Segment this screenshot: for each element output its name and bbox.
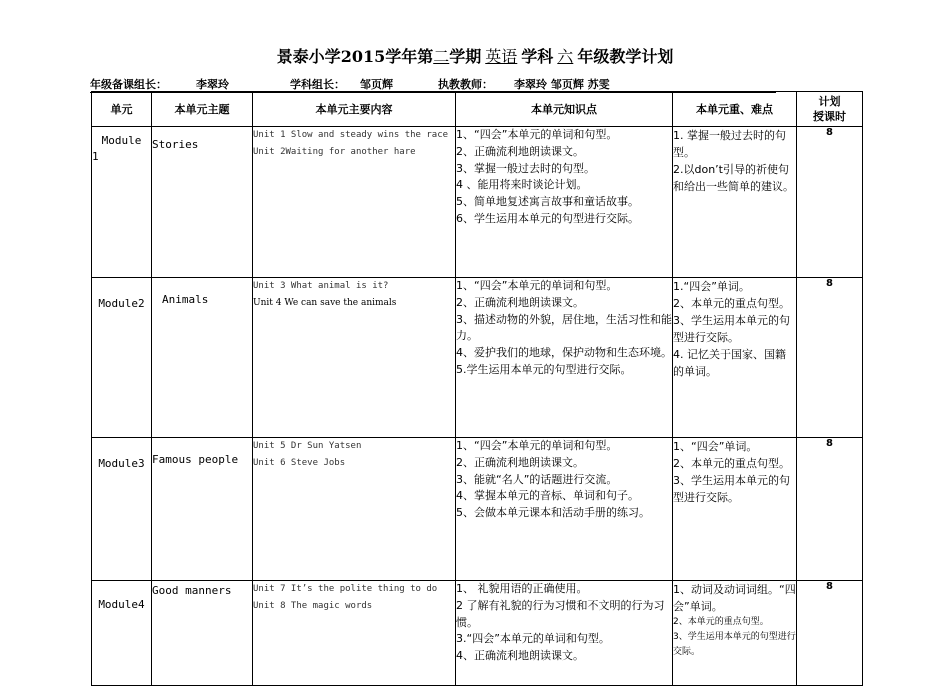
title-term-text: 学期 (449, 47, 482, 66)
content-line: Unit 5 Dr Sun Yatsen (253, 441, 362, 451)
theme-cell: Stories (152, 127, 253, 278)
knowledge-line: 2 了解有礼貌的行为习惯和不文明的行为习惯。 (456, 598, 665, 629)
plan-table (91, 91, 863, 686)
teachers-label: 执教教师： (438, 78, 493, 91)
content-cell (253, 438, 456, 581)
table-row (92, 438, 863, 581)
title-grade: 六 (557, 47, 574, 66)
content-line: Unit 4 We can save the animals (253, 298, 397, 308)
knowledge-cell (456, 278, 673, 438)
subject-leader-label: 学科组长： (290, 78, 345, 91)
title-grade-text: 年级教学计划 (577, 47, 674, 66)
title-term: 二 (433, 47, 450, 66)
table-row (92, 278, 863, 438)
key-points-cell (673, 278, 797, 438)
knowledge-line: 5、简单地复述寓言故事和童话故事。 (456, 195, 639, 209)
group-leader-label: 年级备课组长： (90, 78, 167, 91)
knowledge-line: 3.“四会”本单元的单词和句型。 (456, 632, 610, 646)
key-point-line: 1. 掌握一般过去时的句型。 (673, 129, 786, 159)
knowledge-line: 6、学生运用本单元的句型进行交际。 (456, 211, 639, 225)
theme-cell: Famous people (152, 438, 253, 581)
theme-cell: Animals (152, 278, 253, 438)
group-leader-name: 李翠玲 (196, 78, 229, 91)
knowledge-line: 5.学生运用本单元的句型进行交际。 (456, 362, 632, 376)
title-subject: 英语 (485, 47, 518, 66)
content-line: Unit 6 Steve Jobs (253, 458, 346, 468)
header-theme: 本单元主题 (152, 92, 253, 127)
hours-cell: 8 (797, 581, 863, 686)
knowledge-line: 4、正确流利地朗读课文。 (456, 649, 584, 663)
key-point-line: 1、动词及动词词组。“四会”单词。 (673, 583, 796, 613)
key-point-line: 3、学生运用本单元的句型进行交际。 (673, 314, 790, 344)
hours-cell: 8 (797, 127, 863, 278)
key-points-cell (673, 581, 797, 686)
header-content: 本单元主要内容 (253, 92, 456, 127)
document-title (0, 44, 950, 67)
knowledge-line: 1、“四会”本单元的单词和句型。 (456, 128, 618, 141)
module-label: Module (101, 134, 142, 147)
key-point-line: 3、学生运用本单元的句型进行交际。 (673, 632, 796, 657)
knowledge-line: 4、爱护我们的地球，保护动物和生态环境。 (456, 346, 672, 360)
table-header-row (92, 92, 863, 127)
knowledge-line: 3、描述动物的外貌，居住地，生活习性和能力。 (456, 312, 672, 343)
content-line: Unit 1 Slow and steady wins the race (253, 130, 449, 140)
theme-cell: Good manners (152, 581, 253, 686)
title-year: 2015 (340, 47, 386, 66)
subject-leader-name: 邹页辉 (360, 78, 393, 91)
key-point-line: 1、“四会”单词。 (673, 440, 758, 453)
knowledge-cell (456, 581, 673, 686)
content-line: Unit 2Waiting for another hare (253, 147, 416, 157)
key-point-line: 2、本单元的重点句型。 (673, 297, 790, 310)
knowledge-line: 1、“四会”本单元的单词和句型。 (456, 439, 618, 452)
title-subject-text: 学科 (521, 47, 554, 66)
key-point-line: 1.“四会”单词。 (673, 280, 750, 293)
module-cell: Module3 (92, 438, 152, 581)
header-key-points: 本单元重、难点 (673, 92, 797, 127)
header-hours (797, 92, 863, 127)
knowledge-line: 2、正确流利地朗读课文。 (456, 455, 584, 469)
key-point-line: 2.以don’t引导的祈使句和给出一些简单的建议。 (673, 163, 794, 193)
key-point-line: 2、本单元的重点句型。 (673, 457, 790, 470)
module-cell: Module2 (92, 278, 152, 438)
module-cell (92, 127, 152, 278)
content-line: Unit 3 What animal is it? (253, 281, 389, 291)
knowledge-line: 4 、能用将来时谈论计划。 (456, 178, 588, 192)
knowledge-line: 2、正确流利地朗读课文。 (456, 144, 584, 158)
content-line: Unit 8 The magic words (253, 601, 373, 611)
content-cell (253, 278, 456, 438)
knowledge-line: 2、正确流利地朗读课文。 (456, 295, 584, 309)
teachers-names: 李翠玲 邹页辉 苏雯 (514, 78, 610, 91)
key-points-cell (673, 438, 797, 581)
table-row (92, 581, 863, 686)
title-year-text: 学年第 (385, 47, 434, 66)
key-point-line: 3、学生运用本单元的句型进行交际。 (673, 474, 790, 504)
header-knowledge: 本单元知识点 (456, 92, 673, 127)
title-school: 景泰小学 (276, 47, 341, 66)
module-cell: Module4 (92, 581, 152, 686)
knowledge-line: 4、掌握本单元的音标、单词和句子。 (456, 489, 639, 503)
hours-cell: 8 (797, 438, 863, 581)
knowledge-line: 5、会做本单元课本和活动手册的练习。 (456, 506, 650, 520)
knowledge-line: 1、 礼貌用语的正确使用。 (456, 582, 588, 595)
module-number: 1 (92, 150, 99, 163)
header-hours-line2: 授课时 (813, 110, 846, 123)
header-hours-line1: 计划 (818, 95, 841, 108)
key-point-line: 2、本单元的重点句型。 (673, 617, 769, 627)
key-point-line: 4. 记忆关于国家、国籍的单词。 (673, 348, 786, 378)
hours-cell: 8 (797, 278, 863, 438)
knowledge-line: 3、掌握一般过去时的句型。 (456, 161, 595, 175)
knowledge-line: 1、“四会”本单元的单词和句型。 (456, 279, 618, 292)
knowledge-cell (456, 438, 673, 581)
content-cell (253, 127, 456, 278)
knowledge-cell (456, 127, 673, 278)
key-points-cell (673, 127, 797, 278)
header-unit: 单元 (92, 92, 152, 127)
content-line: Unit 7 It’s the polite thing to do (253, 584, 438, 594)
table-row (92, 127, 863, 278)
knowledge-line: 3、能就“名人”的话题进行交流。 (456, 472, 618, 486)
content-cell (253, 581, 456, 686)
